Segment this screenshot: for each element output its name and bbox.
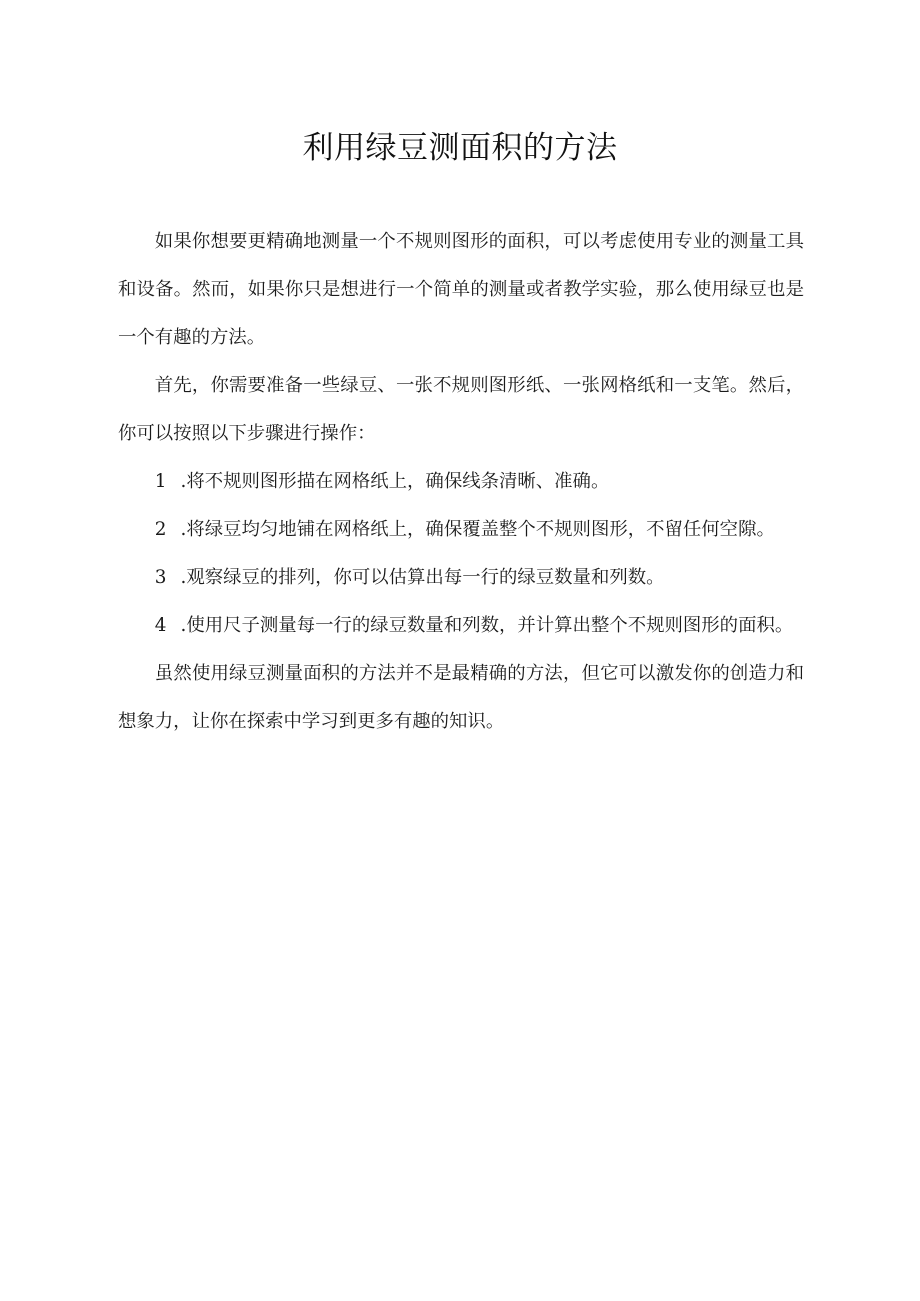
step-number: 4 xyxy=(154,615,167,636)
document-body xyxy=(118,218,804,746)
step-item xyxy=(118,602,804,650)
step-item xyxy=(118,458,804,506)
step-item xyxy=(118,554,804,602)
step-number: 3 xyxy=(154,567,167,588)
intro-paragraph: 如果你想要更精确地测量一个不规则图形的面积，可以考虑使用专业的测量工具和设备。然而，如果你只是想进行一个简单的测量或者教学实验，那么使用绿豆也是一个有趣的方法。 xyxy=(118,231,804,348)
preparation-paragraph: 首先，你需要准备一些绿豆、一张不规则图形纸、一张网格纸和一支笔。然后，你可以按照以下步骤进行操作： xyxy=(118,375,804,444)
step-text: .将绿豆均匀地铺在网格纸上，确保覆盖整个不规则图形，不留任何空隙。 xyxy=(180,519,775,540)
step-text: .将不规则图形描在网格纸上，确保线条清晰、准确。 xyxy=(180,471,610,492)
step-number: 1 xyxy=(154,471,167,492)
conclusion-paragraph: 虽然使用绿豆测量面积的方法并不是最精确的方法，但它可以激发你的创造力和想象力，让你在探索中学习到更多有趣的知识。 xyxy=(118,663,804,732)
step-item xyxy=(118,506,804,554)
step-text: .使用尺子测量每一行的绿豆数量和列数，并计算出整个不规则图形的面积。 xyxy=(180,615,794,636)
step-number: 2 xyxy=(154,519,167,540)
page-title: 利用绿豆测面积的方法 xyxy=(302,130,618,166)
step-text: .观察绿豆的排列，你可以估算出每一行的绿豆数量和列数。 xyxy=(180,567,665,588)
